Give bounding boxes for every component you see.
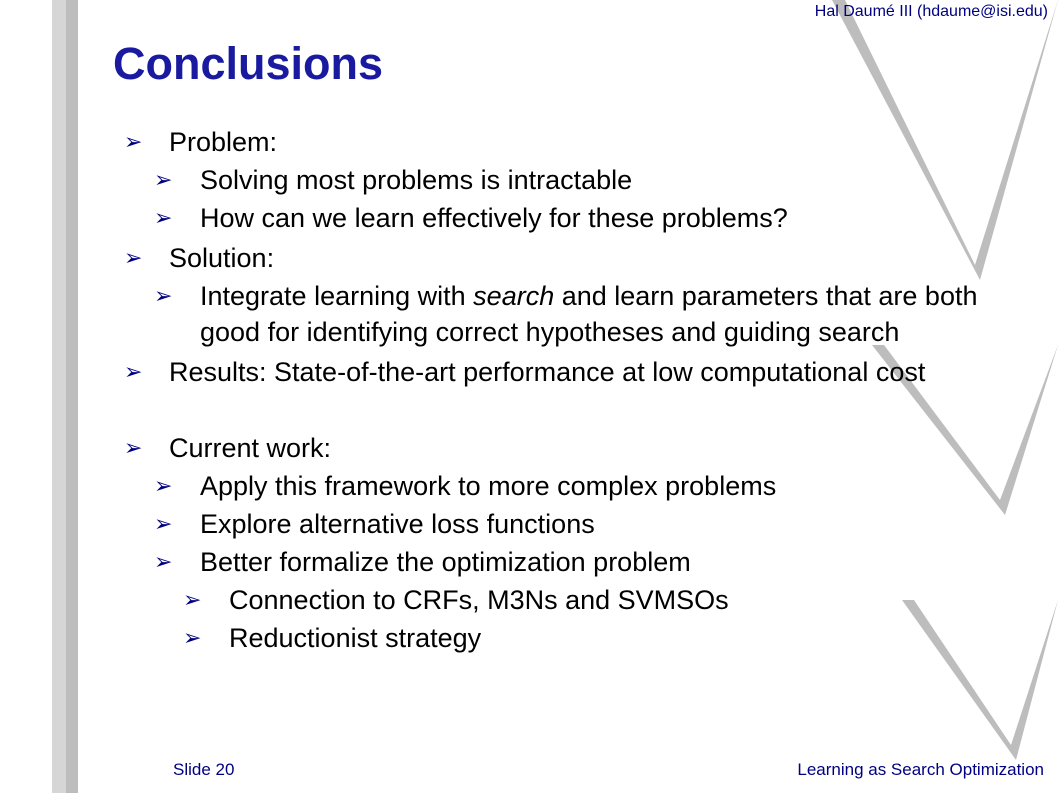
bullet-text: Results: State-of-the-art performance at low computational cost	[169, 357, 926, 387]
arrow-bullet-icon: ➢	[124, 435, 143, 460]
bullet-current-3-2	[124, 620, 1014, 656]
bullet-text: Solution:	[169, 243, 275, 273]
arrow-bullet-icon: ➢	[154, 473, 173, 498]
deck-title: Learning as Search Optimization	[797, 760, 1044, 779]
bullet-solution-1	[124, 278, 1014, 350]
bullet-text: Current work:	[169, 433, 332, 463]
bullet-current-3	[124, 544, 1014, 580]
bullet-current-1	[124, 468, 1014, 504]
slide-title: Conclusions	[113, 38, 384, 89]
arrow-bullet-icon: ➢	[154, 283, 173, 308]
arrow-bullet-icon: ➢	[154, 549, 173, 574]
arrow-bullet-icon: ➢	[183, 625, 202, 650]
emphasis-search: search	[473, 281, 555, 311]
bullet-solution	[124, 240, 1014, 276]
bullet-list	[124, 120, 1014, 656]
arrow-bullet-icon: ➢	[154, 511, 173, 536]
arrow-bullet-icon: ➢	[124, 359, 143, 384]
bullet-text: How can we learn effectively for these problems?	[200, 203, 788, 233]
bullet-current-work	[124, 430, 1014, 466]
arrow-bullet-icon: ➢	[154, 205, 173, 230]
slide-number: Slide 20	[173, 760, 235, 779]
bullet-text: Apply this framework to more complex problems	[200, 471, 777, 501]
bullet-text: Reductionist strategy	[229, 623, 482, 653]
bullet-results	[124, 354, 1014, 390]
bullet-text: Problem:	[169, 127, 278, 157]
bullet-text-part: and learn parameters that are both good for identifying correct hypotheses and guiding search	[200, 281, 978, 347]
arrow-bullet-icon: ➢	[124, 129, 143, 154]
bullet-text: Connection to CRFs, M3Ns and SVMSOs	[229, 585, 729, 615]
arrow-bullet-icon: ➢	[154, 167, 173, 192]
bullet-text: Better formalize the optimization problem	[200, 547, 691, 577]
bullet-text-part: Integrate learning with	[200, 281, 474, 311]
arrow-bullet-icon: ➢	[124, 245, 143, 270]
bullet-text: Explore alternative loss functions	[200, 509, 595, 539]
bullet-current-2	[124, 506, 1014, 542]
arrow-bullet-icon: ➢	[183, 587, 202, 612]
bullet-text: Solving most problems is intractable	[200, 165, 633, 195]
bullet-text	[200, 281, 977, 347]
bullet-problem-2	[124, 200, 1014, 236]
spacer	[124, 390, 1014, 426]
author-credit: Hal Daumé III (hdaume@isi.edu)	[814, 3, 1048, 20]
bullet-problem-1	[124, 162, 1014, 198]
bullet-current-3-1	[124, 582, 1014, 618]
bullet-problem	[124, 124, 1014, 160]
